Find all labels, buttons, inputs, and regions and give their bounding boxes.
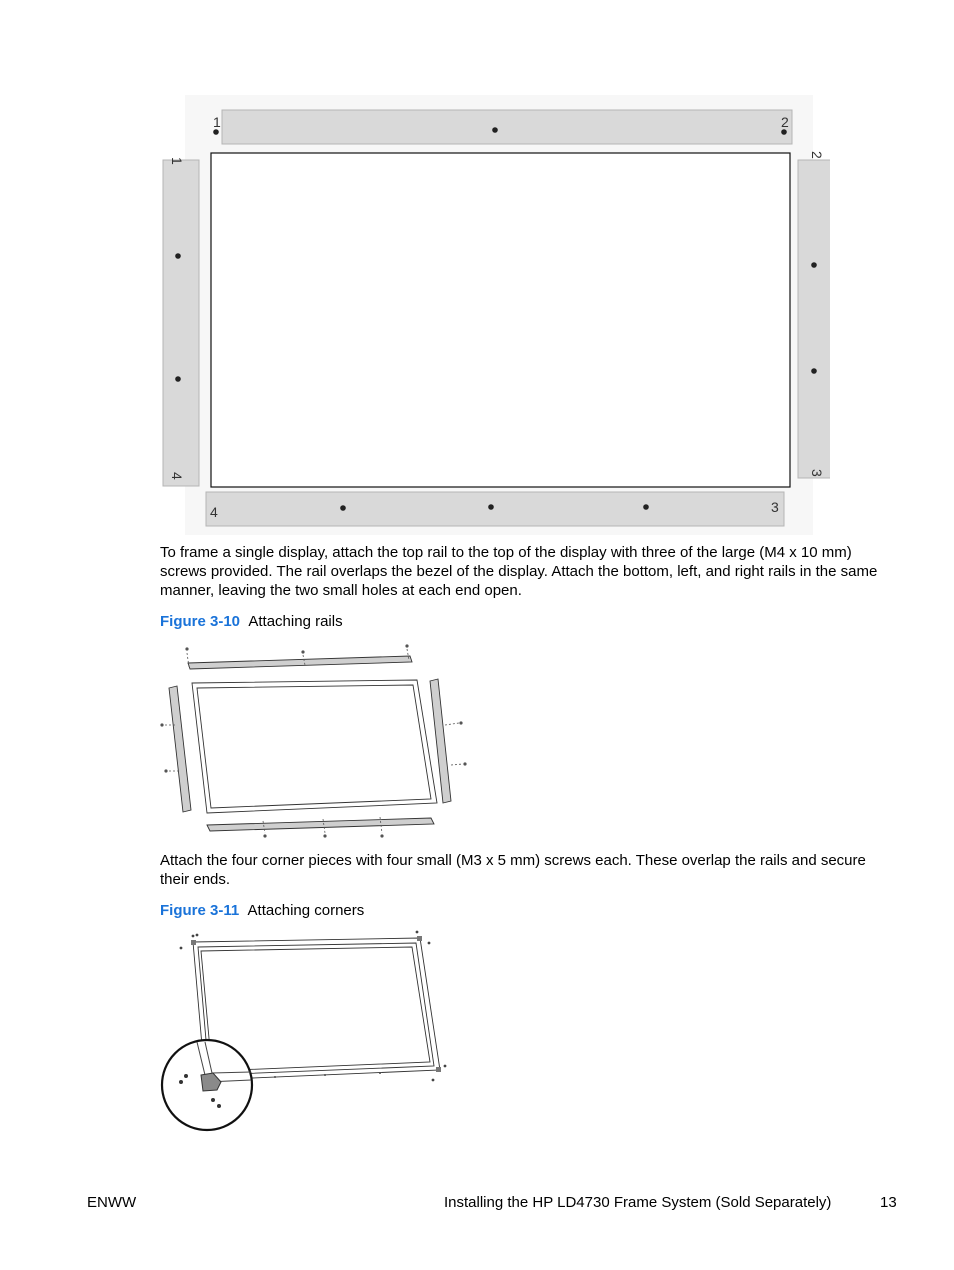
figure-3-10-title: Attaching rails (248, 613, 343, 630)
top-rail-label-right: 2 (781, 114, 789, 130)
attaching-rails-illustration (155, 643, 470, 838)
attaching-corners-illustration (155, 930, 465, 1135)
top-rail (213, 110, 792, 144)
left-rail-label-bottom: 4 (169, 472, 185, 480)
instruction-paragraph-corners: Attach the four corner pieces with four small (M3 x 5 mm) screws each. These overlap the rails and secure their ends. (160, 852, 866, 888)
bottom-rail (206, 492, 784, 526)
footer-section-title: Installing the HP LD4730 Frame System (Sold Separately) (444, 1194, 832, 1211)
left-rail-label-top: 1 (169, 157, 185, 165)
figure-3-11-title: Attaching corners (247, 902, 365, 919)
instruction-paragraph-rails: To frame a single display, attach the top rail to the top of the display with three of the large (M4 x 10 mm) screws provided. The rail overlaps the bezel of the display. Attach the bottom, left, and right rails in the same manner, leaving the two small holes at each end open. (160, 544, 878, 599)
bottom-rail-label-left: 4 (210, 504, 218, 520)
figure-3-10-label: Figure 3-10 (160, 613, 241, 630)
right-rail (798, 151, 830, 478)
footer-page-number: 13 (880, 1194, 897, 1211)
display-outline (211, 153, 790, 487)
rails-layout-diagram (150, 95, 830, 535)
figure-3-10-caption (160, 612, 343, 631)
left-rail (163, 157, 199, 486)
figure-3-11-label: Figure 3-11 (160, 902, 240, 919)
figure-3-11-caption (160, 901, 364, 920)
corner-detail-magnifier (162, 1040, 252, 1130)
footer-left: ENWW (87, 1194, 137, 1211)
bottom-rail-label-right: 3 (771, 499, 779, 515)
top-rail-label-left: 1 (213, 114, 221, 130)
right-rail-label-bottom: 3 (809, 469, 825, 477)
right-rail-label-top: 2 (809, 151, 825, 159)
